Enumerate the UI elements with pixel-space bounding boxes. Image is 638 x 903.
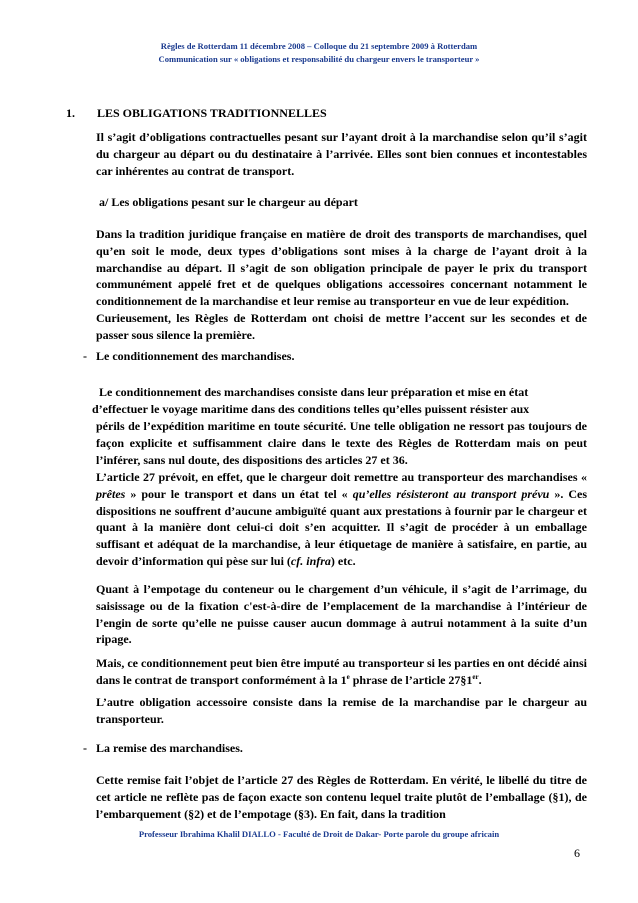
italic-run: qu’elles résisteront au transport prévu	[352, 486, 550, 501]
footer-author: Professeur Ibrahima Khalil DIALLO - Faculté de Droit de Dakar- Porte parole du groupe africain	[138, 829, 500, 839]
paragraph-remise: Cette remise fait l’objet de l’article 27 des Règles de Rotterdam. En vérité, le libellé du titre de cet article ne reflète pas de façon exacte son contenu lequel traite plutôt de l’emballage (§1), de l’embarquement (§2) et de l’empotage (§3). En fait, dans la tradition	[96, 773, 587, 821]
page-number: 6	[574, 846, 580, 860]
header-line-1: Règles de Rotterdam 11 décembre 2008 – Colloque du 21 septembre 2009 à Rotterdam	[160, 41, 478, 51]
section-number: 1.	[66, 106, 75, 120]
bullet2-title: La remise des marchandises.	[96, 741, 243, 755]
paragraph-curieusement: Curieusement, les Règles de Rotterdam ont choisi de mettre l’accent sur les secondes et de passer sous silence la première.	[96, 311, 587, 342]
paragraph-autre: L’autre obligation accessoire consiste dans la remise de la marchandise par le chargeur au transporteur.	[96, 695, 587, 726]
paragraph-empotage: Quant à l’empotage du conteneur ou le chargement d’un véhicule, il s’agit de l’arrimage, du saisissage ou de la fixation c'est-à-dire de l’emplacement de la marchandise à l’intérieur de l’engin de sorte qu’elle ne puisse causer aucun dommage à autrui notamment à la suite d’un ripage.	[96, 582, 587, 647]
text-run: L’article 27 prévoit, en effet, que le chargeur doit remettre au transporteur des marchandises «	[96, 470, 587, 484]
text-run: Mais, ce conditionnement peut bien être imputé au transporteur si les parties en ont décidé ainsi dans le contrat de transport conformément à la 1	[96, 656, 587, 687]
conditionnement-line-2: d’effectuer le voyage maritime dans des conditions telles qu’elles puissent résister aux	[92, 402, 530, 416]
subsection-a-title: a/ Les obligations pesant sur le chargeur au départ	[99, 195, 358, 209]
text-run: phrase de l’article 27§1	[349, 672, 473, 687]
superscript: er	[472, 672, 479, 681]
bullet-dash-1: -	[83, 349, 87, 363]
intro-paragraph: Il s’agit d’obligations contractuelles pesant sur l’ayant droit à la marchandise selon qu’il s’agit du chargeur au départ ou du destinataire à l’arrivée. Elles sont bien connues et incontestables car inhérentes au contrat de transport.	[96, 130, 587, 178]
conditionnement-rest: périls de l’expédition maritime en toute sécurité. Une telle obligation ne ressort pas toujours de façon explicite et suffisamment claire dans le texte des Règles de Rotterdam mais on peut l’inférer, sans nul doute, des dispositions des articles 27 et 36.	[96, 419, 587, 467]
italic-run: cf. infra	[290, 553, 331, 568]
text-run: ». Ces dispositions ne souffrent d’aucune ambiguïté quant aux prestations à fournir par le chargeur et quant à la manière dont celui-ci doit s’en acquitter. Il s’agit de procéder à un emballage suffisant et adéquat de la marchandise, à leur étiquetage de manière à satisfaire, en partie, au devoir d’information qui pèse sur lui (	[96, 486, 587, 568]
bullet1-title: Le conditionnement des marchandises.	[96, 349, 295, 363]
paragraph-tradition: Dans la tradition juridique française en matière de droit des transports de marchandises, quel qu’en soit le mode, deux types d’obligations sont mises à la charge de l’ayant droit à la marchandise au départ. Il s’agit de son obligation principale de payer le prix du transport communément appelé fret et de quelques obligations accessoires concernant notamment le conditionnement de la marchandise et leur remise au transporteur en vue de leur expédition.	[96, 227, 587, 309]
header-line-2: Communication sur « obligations et responsabilité du chargeur envers le transporteur »	[158, 54, 480, 64]
bullet-dash-2: -	[83, 741, 87, 755]
superscript: e	[346, 672, 350, 681]
italic-run: prêtes	[96, 486, 126, 501]
text-run: ) etc.	[330, 553, 356, 568]
conditionnement-line-1: Le conditionnement des marchandises consiste dans leur préparation et mise en état	[99, 385, 529, 399]
paragraph-article-27	[96, 469, 587, 570]
section-title: LES OBLIGATIONS TRADITIONNELLES	[97, 106, 327, 120]
text-run: » pour le transport et dans un état tel «	[130, 486, 348, 501]
paragraph-mais	[96, 655, 587, 689]
text-run: .	[478, 672, 482, 687]
